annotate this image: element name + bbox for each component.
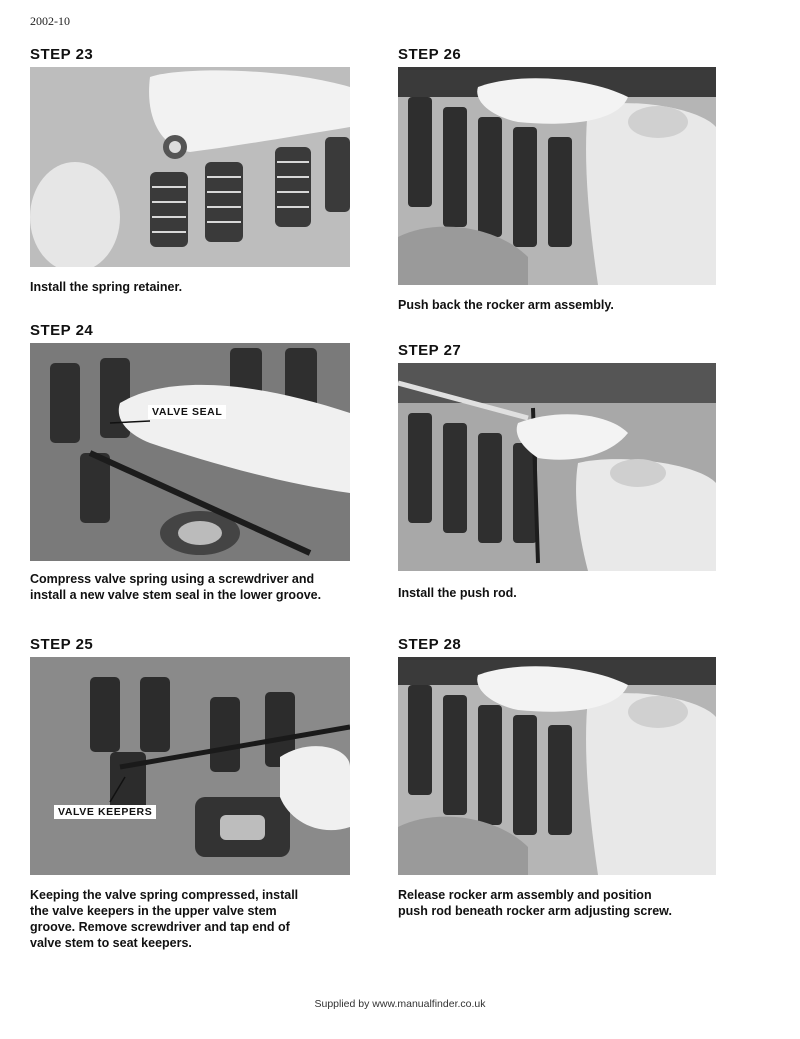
photo-valve-seal	[30, 343, 350, 561]
photo-push-rod	[398, 363, 716, 571]
step-caption	[30, 571, 350, 603]
step-25	[30, 636, 350, 951]
step-23	[30, 46, 350, 295]
step-28	[398, 636, 716, 919]
step-caption	[398, 887, 716, 919]
step-caption	[398, 297, 716, 313]
caption-line: valve stem to seat keepers.	[30, 936, 192, 950]
caption-line: Keeping the valve spring compressed, install	[30, 888, 299, 902]
engine-photo-illustration	[398, 67, 716, 285]
caption-line: push rod beneath rocker arm adjusting screw.	[398, 904, 672, 918]
caption-line: groove. Remove screwdriver and tap end of	[30, 920, 290, 934]
photo-spring-retainer	[30, 67, 350, 267]
step-24	[30, 322, 350, 603]
page-reference: 2002-10	[30, 14, 70, 28]
engine-photo-illustration	[30, 343, 350, 561]
step-title: STEP 28	[398, 636, 462, 653]
engine-photo-illustration	[398, 363, 716, 571]
step-title: STEP 25	[30, 636, 94, 653]
step-title: STEP 23	[30, 46, 94, 63]
caption-line: Install the push rod.	[398, 586, 517, 600]
valve-keepers-callout: VALVE KEEPERS	[54, 805, 156, 819]
engine-photo-illustration	[398, 657, 716, 875]
step-caption	[30, 887, 350, 951]
engine-photo-illustration	[30, 657, 350, 875]
footer-credit: Supplied by www.manualfinder.co.uk	[314, 998, 486, 1010]
caption-line: Push back the rocker arm assembly.	[398, 298, 614, 312]
step-title: STEP 26	[398, 46, 462, 63]
photo-valve-keepers	[30, 657, 350, 875]
step-26	[398, 46, 716, 313]
caption-line: Release rocker arm assembly and position	[398, 888, 652, 902]
step-caption	[30, 279, 350, 295]
step-title: STEP 24	[30, 322, 94, 339]
step-title: STEP 27	[398, 342, 462, 359]
photo-rocker-push-back	[398, 67, 716, 285]
valve-seal-callout: VALVE SEAL	[148, 405, 226, 419]
photo-rocker-release	[398, 657, 716, 875]
engine-photo-illustration	[30, 67, 350, 267]
step-27	[398, 342, 716, 601]
step-caption	[398, 585, 716, 601]
caption-line: the valve keepers in the upper valve stem	[30, 904, 277, 918]
caption-line: Install the spring retainer.	[30, 280, 183, 294]
caption-line: install a new valve stem seal in the lower groove.	[30, 588, 322, 602]
caption-line: Compress valve spring using a screwdriver and	[30, 572, 315, 586]
